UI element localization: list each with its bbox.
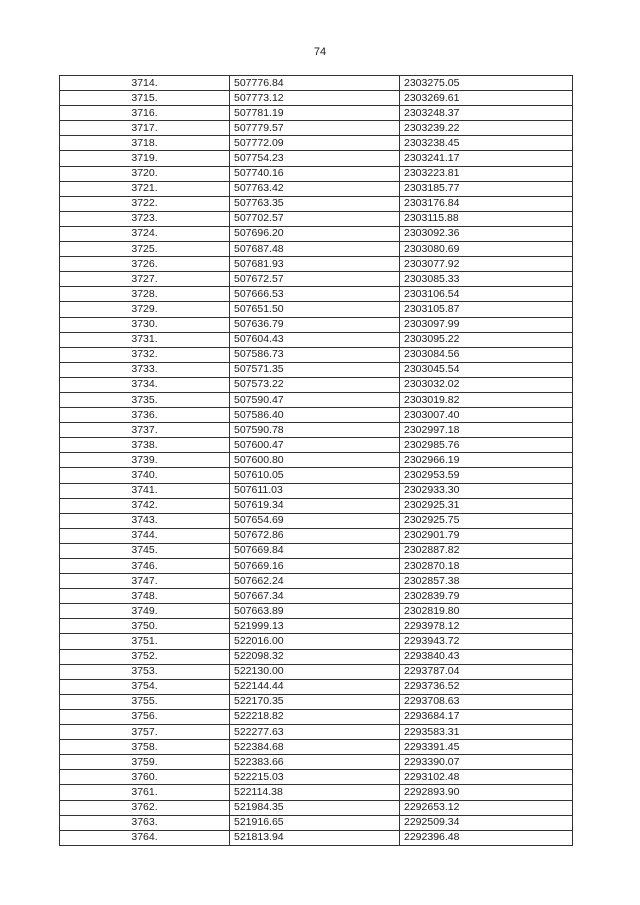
table-row: [60, 242, 573, 257]
x-coordinate-cell: 507687.48: [230, 242, 400, 257]
point-number-cell: 3720.: [60, 166, 230, 181]
table-row: [60, 619, 573, 634]
y-coordinate-cell: 2292893.90: [400, 785, 573, 800]
y-coordinate-cell: 2293708.63: [400, 694, 573, 709]
point-number-cell: 3738.: [60, 438, 230, 453]
point-number-cell: 3717.: [60, 121, 230, 136]
table-row: [60, 302, 573, 317]
x-coordinate-cell: 507702.57: [230, 211, 400, 226]
x-coordinate-cell: 521984.35: [230, 800, 400, 815]
point-number-cell: 3743.: [60, 513, 230, 528]
x-coordinate-cell: 507600.80: [230, 453, 400, 468]
x-coordinate-cell: 507772.09: [230, 136, 400, 151]
table-row: [60, 679, 573, 694]
table-row: [60, 543, 573, 558]
point-number-cell: 3756.: [60, 709, 230, 724]
table-row: [60, 740, 573, 755]
point-number-cell: 3726.: [60, 257, 230, 272]
y-coordinate-cell: 2302901.79: [400, 528, 573, 543]
point-number-cell: 3761.: [60, 785, 230, 800]
y-coordinate-cell: 2293736.52: [400, 679, 573, 694]
point-number-cell: 3718.: [60, 136, 230, 151]
x-coordinate-cell: 507696.20: [230, 226, 400, 241]
y-coordinate-cell: 2292653.12: [400, 800, 573, 815]
table-row: [60, 196, 573, 211]
table-row: [60, 257, 573, 272]
point-number-cell: 3744.: [60, 528, 230, 543]
y-coordinate-cell: 2292396.48: [400, 830, 573, 845]
table-row: [60, 830, 573, 845]
x-coordinate-cell: 507610.05: [230, 468, 400, 483]
point-number-cell: 3764.: [60, 830, 230, 845]
x-coordinate-cell: 522114.38: [230, 785, 400, 800]
x-coordinate-cell: 507740.16: [230, 166, 400, 181]
x-coordinate-cell: 507669.16: [230, 559, 400, 574]
point-number-cell: 3741.: [60, 483, 230, 498]
y-coordinate-cell: 2293390.07: [400, 755, 573, 770]
y-coordinate-cell: 2303084.56: [400, 347, 573, 362]
point-number-cell: 3757.: [60, 725, 230, 740]
x-coordinate-cell: 522384.68: [230, 740, 400, 755]
x-coordinate-cell: 507590.47: [230, 392, 400, 407]
x-coordinate-cell: 507573.22: [230, 377, 400, 392]
point-number-cell: 3722.: [60, 196, 230, 211]
y-coordinate-cell: 2303241.17: [400, 151, 573, 166]
x-coordinate-cell: 507669.84: [230, 543, 400, 558]
point-number-cell: 3736.: [60, 408, 230, 423]
y-coordinate-cell: 2303115.88: [400, 211, 573, 226]
table-row: [60, 347, 573, 362]
y-coordinate-cell: 2303077.92: [400, 257, 573, 272]
y-coordinate-cell: 2293583.31: [400, 725, 573, 740]
y-coordinate-cell: 2293978.12: [400, 619, 573, 634]
y-coordinate-cell: 2302839.79: [400, 589, 573, 604]
table-row: [60, 574, 573, 589]
y-coordinate-cell: 2302925.31: [400, 498, 573, 513]
point-number-cell: 3755.: [60, 694, 230, 709]
table-row: [60, 770, 573, 785]
y-coordinate-cell: 2292509.34: [400, 815, 573, 830]
x-coordinate-cell: 507754.23: [230, 151, 400, 166]
table-row: [60, 528, 573, 543]
point-number-cell: 3748.: [60, 589, 230, 604]
y-coordinate-cell: 2303092.36: [400, 226, 573, 241]
table-row: [60, 785, 573, 800]
y-coordinate-cell: 2303019.82: [400, 392, 573, 407]
y-coordinate-cell: 2293684.17: [400, 709, 573, 724]
x-coordinate-cell: 507779.57: [230, 121, 400, 136]
point-number-cell: 3750.: [60, 619, 230, 634]
point-number-cell: 3742.: [60, 498, 230, 513]
y-coordinate-cell: 2303085.33: [400, 272, 573, 287]
x-coordinate-cell: 507763.35: [230, 196, 400, 211]
table-row: [60, 815, 573, 830]
table-row: [60, 121, 573, 136]
point-number-cell: 3716.: [60, 106, 230, 121]
point-number-cell: 3734.: [60, 377, 230, 392]
x-coordinate-cell: 521813.94: [230, 830, 400, 845]
point-number-cell: 3730.: [60, 317, 230, 332]
coordinates-table-body: [60, 76, 573, 846]
y-coordinate-cell: 2303095.22: [400, 332, 573, 347]
x-coordinate-cell: 507611.03: [230, 483, 400, 498]
table-row: [60, 423, 573, 438]
x-coordinate-cell: 521999.13: [230, 619, 400, 634]
point-number-cell: 3721.: [60, 181, 230, 196]
x-coordinate-cell: 522016.00: [230, 634, 400, 649]
x-coordinate-cell: 507672.57: [230, 272, 400, 287]
x-coordinate-cell: 507763.42: [230, 181, 400, 196]
point-number-cell: 3731.: [60, 332, 230, 347]
point-number-cell: 3727.: [60, 272, 230, 287]
x-coordinate-cell: 522130.00: [230, 664, 400, 679]
y-coordinate-cell: 2303239.22: [400, 121, 573, 136]
table-row: [60, 589, 573, 604]
point-number-cell: 3740.: [60, 468, 230, 483]
y-coordinate-cell: 2302953.59: [400, 468, 573, 483]
table-row: [60, 755, 573, 770]
x-coordinate-cell: 507776.84: [230, 76, 400, 91]
y-coordinate-cell: 2303007.40: [400, 408, 573, 423]
y-coordinate-cell: 2302933.30: [400, 483, 573, 498]
point-number-cell: 3753.: [60, 664, 230, 679]
x-coordinate-cell: 507667.34: [230, 589, 400, 604]
point-number-cell: 3735.: [60, 392, 230, 407]
x-coordinate-cell: 507781.19: [230, 106, 400, 121]
y-coordinate-cell: 2303097.99: [400, 317, 573, 332]
point-number-cell: 3719.: [60, 151, 230, 166]
x-coordinate-cell: 522383.66: [230, 755, 400, 770]
y-coordinate-cell: 2293943.72: [400, 634, 573, 649]
x-coordinate-cell: 522215.03: [230, 770, 400, 785]
table-row: [60, 136, 573, 151]
y-coordinate-cell: 2302997.18: [400, 423, 573, 438]
point-number-cell: 3723.: [60, 211, 230, 226]
coordinates-table: [59, 75, 573, 846]
x-coordinate-cell: 507666.53: [230, 287, 400, 302]
table-row: [60, 725, 573, 740]
table-row: [60, 226, 573, 241]
y-coordinate-cell: 2303080.69: [400, 242, 573, 257]
point-number-cell: 3715.: [60, 91, 230, 106]
y-coordinate-cell: 2293391.45: [400, 740, 573, 755]
page-number: 74: [313, 46, 327, 58]
y-coordinate-cell: 2303045.54: [400, 362, 573, 377]
x-coordinate-cell: 507672.86: [230, 528, 400, 543]
table-row: [60, 272, 573, 287]
y-coordinate-cell: 2293102.48: [400, 770, 573, 785]
x-coordinate-cell: 507590.78: [230, 423, 400, 438]
table-row: [60, 438, 573, 453]
y-coordinate-cell: 2293787.04: [400, 664, 573, 679]
x-coordinate-cell: 507681.93: [230, 257, 400, 272]
x-coordinate-cell: 507636.79: [230, 317, 400, 332]
y-coordinate-cell: 2302887.82: [400, 543, 573, 558]
point-number-cell: 3752.: [60, 649, 230, 664]
point-number-cell: 3729.: [60, 302, 230, 317]
y-coordinate-cell: 2303248.37: [400, 106, 573, 121]
table-row: [60, 392, 573, 407]
y-coordinate-cell: 2303269.61: [400, 91, 573, 106]
y-coordinate-cell: 2302870.18: [400, 559, 573, 574]
x-coordinate-cell: 507586.40: [230, 408, 400, 423]
point-number-cell: 3714.: [60, 76, 230, 91]
table-row: [60, 709, 573, 724]
table-row: [60, 91, 573, 106]
y-coordinate-cell: 2302985.76: [400, 438, 573, 453]
y-coordinate-cell: 2302819.80: [400, 604, 573, 619]
table-row: [60, 181, 573, 196]
x-coordinate-cell: 507571.35: [230, 362, 400, 377]
table-row: [60, 106, 573, 121]
table-row: [60, 76, 573, 91]
table-row: [60, 559, 573, 574]
x-coordinate-cell: 521916.65: [230, 815, 400, 830]
x-coordinate-cell: 522277.63: [230, 725, 400, 740]
y-coordinate-cell: 2303176.84: [400, 196, 573, 211]
table-row: [60, 408, 573, 423]
table-row: [60, 649, 573, 664]
y-coordinate-cell: 2303032.02: [400, 377, 573, 392]
point-number-cell: 3763.: [60, 815, 230, 830]
table-row: [60, 694, 573, 709]
point-number-cell: 3758.: [60, 740, 230, 755]
x-coordinate-cell: 507662.24: [230, 574, 400, 589]
table-row: [60, 377, 573, 392]
y-coordinate-cell: 2303106.54: [400, 287, 573, 302]
x-coordinate-cell: 507773.12: [230, 91, 400, 106]
point-number-cell: 3759.: [60, 755, 230, 770]
x-coordinate-cell: 507604.43: [230, 332, 400, 347]
table-row: [60, 362, 573, 377]
point-number-cell: 3739.: [60, 453, 230, 468]
y-coordinate-cell: 2302857.38: [400, 574, 573, 589]
point-number-cell: 3754.: [60, 679, 230, 694]
y-coordinate-cell: 2303185.77: [400, 181, 573, 196]
table-row: [60, 317, 573, 332]
table-row: [60, 287, 573, 302]
y-coordinate-cell: 2303223.81: [400, 166, 573, 181]
table-row: [60, 604, 573, 619]
point-number-cell: 3728.: [60, 287, 230, 302]
point-number-cell: 3725.: [60, 242, 230, 257]
x-coordinate-cell: 522098.32: [230, 649, 400, 664]
table-row: [60, 483, 573, 498]
point-number-cell: 3746.: [60, 559, 230, 574]
point-number-cell: 3747.: [60, 574, 230, 589]
table-row: [60, 468, 573, 483]
x-coordinate-cell: 522218.82: [230, 709, 400, 724]
table-row: [60, 664, 573, 679]
table-row: [60, 332, 573, 347]
table-row: [60, 498, 573, 513]
y-coordinate-cell: 2302966.19: [400, 453, 573, 468]
y-coordinate-cell: 2303275.05: [400, 76, 573, 91]
table-row: [60, 151, 573, 166]
point-number-cell: 3733.: [60, 362, 230, 377]
point-number-cell: 3760.: [60, 770, 230, 785]
table-row: [60, 453, 573, 468]
x-coordinate-cell: 507651.50: [230, 302, 400, 317]
x-coordinate-cell: 507586.73: [230, 347, 400, 362]
point-number-cell: 3762.: [60, 800, 230, 815]
y-coordinate-cell: 2302925.75: [400, 513, 573, 528]
table-row: [60, 800, 573, 815]
x-coordinate-cell: 507619.34: [230, 498, 400, 513]
y-coordinate-cell: 2303238.45: [400, 136, 573, 151]
x-coordinate-cell: 507600.47: [230, 438, 400, 453]
table-row: [60, 211, 573, 226]
table-row: [60, 166, 573, 181]
point-number-cell: 3745.: [60, 543, 230, 558]
x-coordinate-cell: 522170.35: [230, 694, 400, 709]
x-coordinate-cell: 522144.44: [230, 679, 400, 694]
x-coordinate-cell: 507663.89: [230, 604, 400, 619]
point-number-cell: 3737.: [60, 423, 230, 438]
point-number-cell: 3749.: [60, 604, 230, 619]
point-number-cell: 3751.: [60, 634, 230, 649]
table-row: [60, 634, 573, 649]
point-number-cell: 3724.: [60, 226, 230, 241]
x-coordinate-cell: 507654.69: [230, 513, 400, 528]
y-coordinate-cell: 2303105.87: [400, 302, 573, 317]
point-number-cell: 3732.: [60, 347, 230, 362]
table-row: [60, 513, 573, 528]
y-coordinate-cell: 2293840.43: [400, 649, 573, 664]
